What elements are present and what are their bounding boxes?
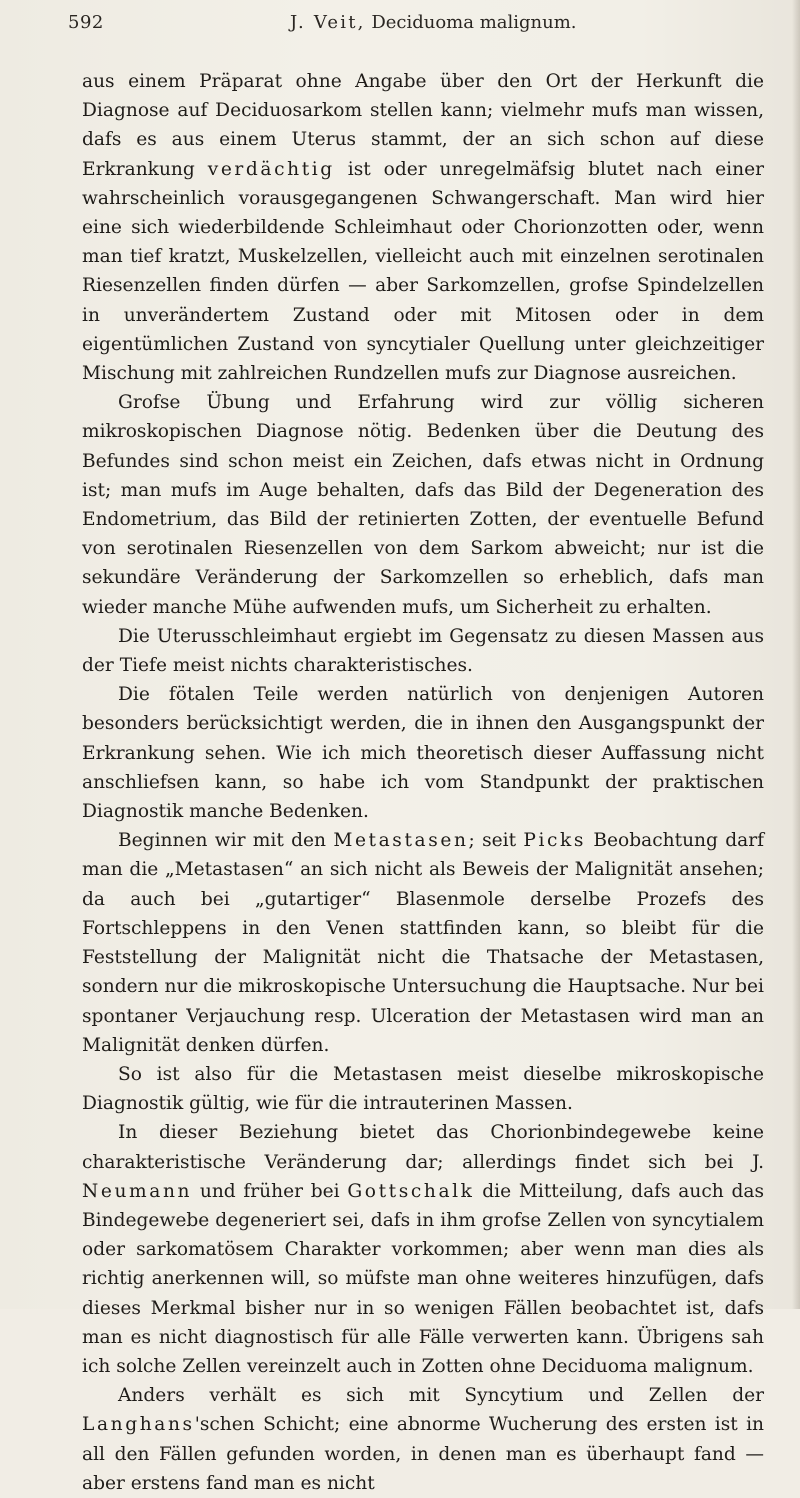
paragraph-text: die Mitteilung, dafs auch das Bindegewebe degeneriert sei, dafs in ihm grofse Zellen von syncytialem oder sarkomatösem Charakter vorkommen; aber wenn man dies als richtig anerkennen will, so müfste man ohne weiteres hinzufügen, dafs dieses Merkmal bisher nur in so wenigen Fällen beobachtet ist, dafs man es nicht diagnostisch für alle Fälle verwerten kann. Übrigens sah ich solche Zellen vereinzelt auch in Zotten ohne Deciduoma malignum. (82, 1180, 764, 1377)
page-edge-shadow (792, 0, 800, 1309)
paragraph-text: In dieser Beziehung bietet das Chorionbindegewebe keine charakteristische Veränderung dar; allerdings findet sich bei J. (82, 1122, 764, 1173)
spaced-emphasis-text: Gottschalk (347, 1180, 475, 1202)
paragraph-text: Grofse Übung und Erfahrung wird zur völlig sicheren mikroskopischen Diagnose nötig. Bedenken über die Deutung des Befundes sind schon meist ein Zeichen, dafs etwas nicht in Ordnung ist; man mufs im Auge behalten, dafs das Bild der Degeneration des Endometrium, das Bild der retinierten Zotten, der eventuelle Befund von serotinalen Riesenzellen von dem Sarkom abweicht; nur ist die sekundäre Veränderung der Sarkomzellen so erheblich, dafs man wieder manche Mühe aufwenden mufs, um Sicherheit zu erhalten. (82, 392, 764, 618)
paragraph (82, 622, 764, 680)
paragraph-text: aus einem Präparat ohne Angabe über den Ort der Herkunft die Diagnose auf Deciduosarkom stellen kann; vielmehr mufs man wissen, dafs es aus einem Uterus stammt, der an sich schon auf diese Erkrankung (82, 71, 764, 180)
running-head (68, 12, 768, 40)
running-title (290, 12, 577, 33)
paragraph (82, 1118, 764, 1381)
header-article-title: Deciduoma malignum. (371, 12, 577, 33)
paragraph-text: ; seit (468, 830, 524, 852)
paragraph-text: Die Uterusschleimhaut ergiebt im Gegensatz zu diesen Massen aus der Tiefe meist nichts charakteristisches. (82, 625, 764, 677)
paragraph-text: Beginnen wir mit den (118, 830, 334, 852)
spaced-emphasis-text: Picks (523, 830, 587, 852)
page-number: 592 (68, 12, 104, 33)
paragraph-text: Die fötalen Teile werden natürlich von denjenigen Autoren besonders berücksichtigt werden, die in ihnen den Ausgangspunkt der Erkrankung sehen. Wie ich mich theoretisch dieser Auffassung nicht anschliefsen kann, so habe ich vom Standpunkt der praktischen Diagnostik manche Bedenken. (82, 684, 764, 823)
body-text (82, 67, 764, 1498)
paragraph (82, 1060, 764, 1118)
spaced-emphasis-text: Langhans (82, 1414, 195, 1436)
paragraph (82, 67, 764, 388)
paragraph (82, 826, 764, 1060)
paragraph-text: Anders verhält es sich mit Syncytium und Zellen der (118, 1385, 764, 1407)
spaced-emphasis-text: verdächtig (207, 158, 335, 180)
spaced-emphasis-text: Metastasen (333, 830, 469, 852)
paragraph-text: 'schen Schicht; eine abnorme Wucherung des ersten ist in all den Fällen gefunden worden, in denen man es überhaupt fand — aber erstens fand man es nicht (82, 1414, 764, 1494)
paragraph-text: Beobachtung darf man die „Metastasen“ an sich nicht als Beweis der Malignität ansehen; da auch bei „gutartiger“ Blasenmole derselbe Prozefs des Fortschleppens in den Venen stattfinden kann, so bleibt für die Feststellung der Malignität nicht die Thatsache der Metastasen, sondern nur die mikroskopische Untersuchung die Hauptsache. Nur bei spontaner Verjauchung resp. Ulceration der Metastasen wird man an Malignität denken dürfen. (82, 830, 764, 1056)
paragraph-text: und früher bei (192, 1180, 348, 1202)
paragraph (82, 1381, 764, 1498)
paragraph (82, 680, 764, 826)
spaced-emphasis-text: Neumann (82, 1180, 193, 1202)
paragraph-text: So ist also für die Metastasen meist dieselbe mikroskopische Diagnostik gültig, wie für die intrauterinen Massen. (82, 1063, 764, 1115)
header-author: J. Veit, (290, 12, 366, 33)
paragraph (82, 388, 764, 622)
paragraph-text: ist oder unregelmäfsig blutet nach einer wahrscheinlich vorausgegangenen Schwangerschaft. Man wird hier eine sich wiederbildende Schleimhaut oder Chorionzotten oder, wenn man tief kratzt, Muskelzellen, vielleicht auch mit einzelnen serotinalen Riesenzellen finden dürfen — aber Sarkomzellen, grofse Spindelzellen in unverändertem Zustand oder mit Mitosen oder in dem eigentümlichen Zustand von syncytialer Quellung unter gleichzeitiger Mischung mit zahlreichen Rundzellen mufs zur Diagnose ausreichen. (82, 158, 764, 385)
